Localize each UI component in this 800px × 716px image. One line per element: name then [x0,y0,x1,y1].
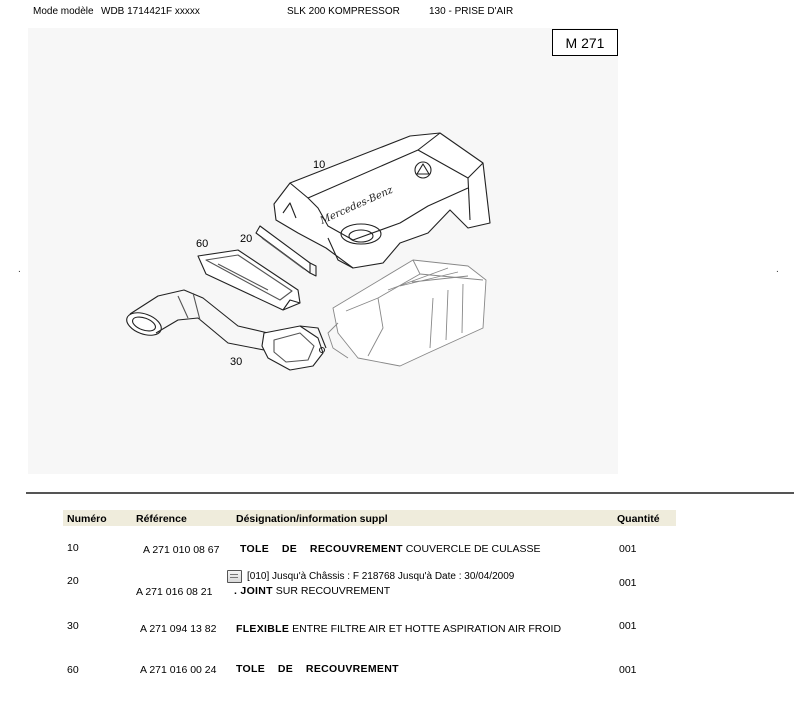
row-30-number: 30 [67,620,79,632]
row-60-number: 60 [67,664,79,676]
row-30-designation-main: FLEXIBLE [236,623,290,635]
row-20-quantity: 001 [619,577,637,589]
row-30-designation-extra: ENTRE FILTRE AIR ET HOTTE ASPIRATION AIR FROID [289,623,562,635]
header-designation: Désignation/information suppl [236,513,388,525]
row-10-quantity: 001 [619,543,637,555]
row-10-reference[interactable]: A 271 010 08 67 [143,544,220,556]
row-10-designation-main: TOLE DE RECOUVREMENT [240,543,403,555]
row-20-designation-extra: SUR RECOUVREMENT [272,585,391,597]
callout-60[interactable]: 60 [196,238,209,250]
callout-20[interactable]: 20 [240,233,253,245]
header-numero: Numéro [67,513,107,525]
row-60-reference[interactable]: A 271 016 00 24 [140,664,217,676]
exploded-view-drawing [28,28,618,474]
note-icon[interactable] [227,570,242,583]
model-name: SLK 200 KOMPRESSOR [287,6,400,17]
header-reference: Référence [136,513,187,525]
row-20-designation-main: . JOINT [234,585,273,597]
parts-diagram [28,28,618,474]
row-30-reference[interactable]: A 271 094 13 82 [140,623,217,635]
row-60-quantity: 001 [619,664,637,676]
row-10-designation [240,543,541,555]
callout-30[interactable]: 30 [230,356,243,368]
vin-value: WDB 1714421F xxxxx [101,6,200,17]
row-60-designation-main: TOLE DE RECOUVREMENT [236,663,399,675]
row-10-designation-extra: COUVERCLE DE CULASSE [402,543,541,555]
callout-10[interactable]: 10 [313,159,326,171]
air-filter-housing [328,260,486,366]
model-code-box: M 271 [552,29,618,56]
row-20-note: [010] Jusqu'à Châssis : F 218768 Jusqu'à Date : 30/04/2009 [247,571,515,582]
row-60-designation [236,663,399,675]
header-quantite: Quantité [617,513,660,525]
row-20-number: 20 [67,575,79,587]
edge-mark-right: . [776,264,779,275]
row-20-designation [234,585,390,597]
edge-mark-left: . [18,264,21,275]
mode-label: Mode modèle [33,6,94,17]
section-divider [26,492,794,494]
cover-plate-part-60 [198,250,300,310]
row-20-reference[interactable]: A 271 016 08 21 [136,586,213,598]
row-30-designation [236,623,561,635]
row-10-number: 10 [67,542,79,554]
group-name: 130 - PRISE D'AIR [429,6,514,17]
row-30-quantity: 001 [619,620,637,632]
cover-brand-text: Mercedes-Benz [318,184,395,227]
